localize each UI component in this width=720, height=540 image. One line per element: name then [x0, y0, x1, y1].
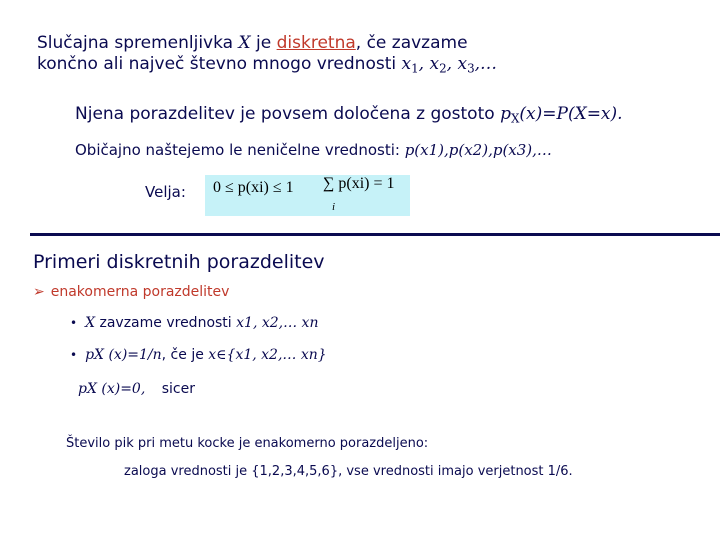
- intro-text-3: , če zavzame: [355, 33, 468, 53]
- intro-text-4: končno ali največ števno mnogo vrednosti: [37, 54, 402, 74]
- uniform-distribution-heading: [33, 284, 229, 300]
- condition-text: , če je: [161, 347, 209, 363]
- nonzero-formula: p(x1),p(x2),p(x3),…: [404, 141, 552, 159]
- probability-bounds: 0 ≤ p(xi) ≤ 1: [213, 179, 294, 196]
- probability-conditions-box: [205, 175, 410, 216]
- sum-index: i: [332, 201, 336, 213]
- bullet-probability: [70, 347, 327, 363]
- dice-example-line-1: Število pik pri metu kocke je enakomerno porazdeljeno:: [66, 436, 429, 451]
- density-line: [75, 104, 623, 126]
- value-set: x∈{x1, x2,… xn}: [208, 347, 327, 363]
- density-text: Njena porazdelitev je povsem določena z gostoto: [75, 104, 501, 124]
- intro-paragraph: [37, 33, 497, 80]
- intro-text-2: je: [250, 33, 277, 53]
- random-variable-symbol: X: [238, 33, 251, 53]
- zero-probability-formula: pX (x)=0,: [78, 381, 146, 397]
- dice-example-line-2: zaloga vrednosti je {1,2,3,4,5,6}, vse vrednosti imajo verjetnost 1/6.: [124, 464, 573, 479]
- var-x: X: [85, 315, 96, 331]
- intro-text: Slučajna spremenljivka: [37, 33, 239, 53]
- bullet-values: [70, 315, 318, 331]
- otherwise-line: [78, 381, 195, 397]
- values-sequence: $x_1$, $x_2$, $x_3,\dots$: [401, 54, 498, 76]
- density-formula: $p_X(x)=P(X=x)$.: [500, 104, 623, 126]
- valid-label: Velja:: [145, 183, 186, 201]
- uniform-label: enakomerna porazdelitev: [50, 284, 230, 300]
- discrete-term: diskretna: [276, 33, 356, 53]
- arrow-bullet-icon: ➢: [33, 284, 45, 300]
- section-divider: [30, 233, 720, 236]
- nonzero-text: Običajno naštejemo le neničelne vrednosti:: [75, 141, 405, 159]
- nonzero-line: [75, 141, 552, 159]
- probability-sum: [323, 175, 395, 213]
- uniform-probability-formula: pX (x)=1/n: [85, 347, 162, 363]
- bullet-icon: •: [70, 316, 78, 330]
- section-title: Primeri diskretnih porazdelitev: [33, 251, 325, 273]
- otherwise-text: sicer: [161, 381, 195, 397]
- sum-formula: ∑ p(xi) = 1: [323, 175, 395, 192]
- values-list: x1, x2,… xn: [236, 315, 319, 331]
- values-text: zavzame vrednosti: [95, 315, 237, 331]
- bullet-icon: •: [70, 348, 78, 362]
